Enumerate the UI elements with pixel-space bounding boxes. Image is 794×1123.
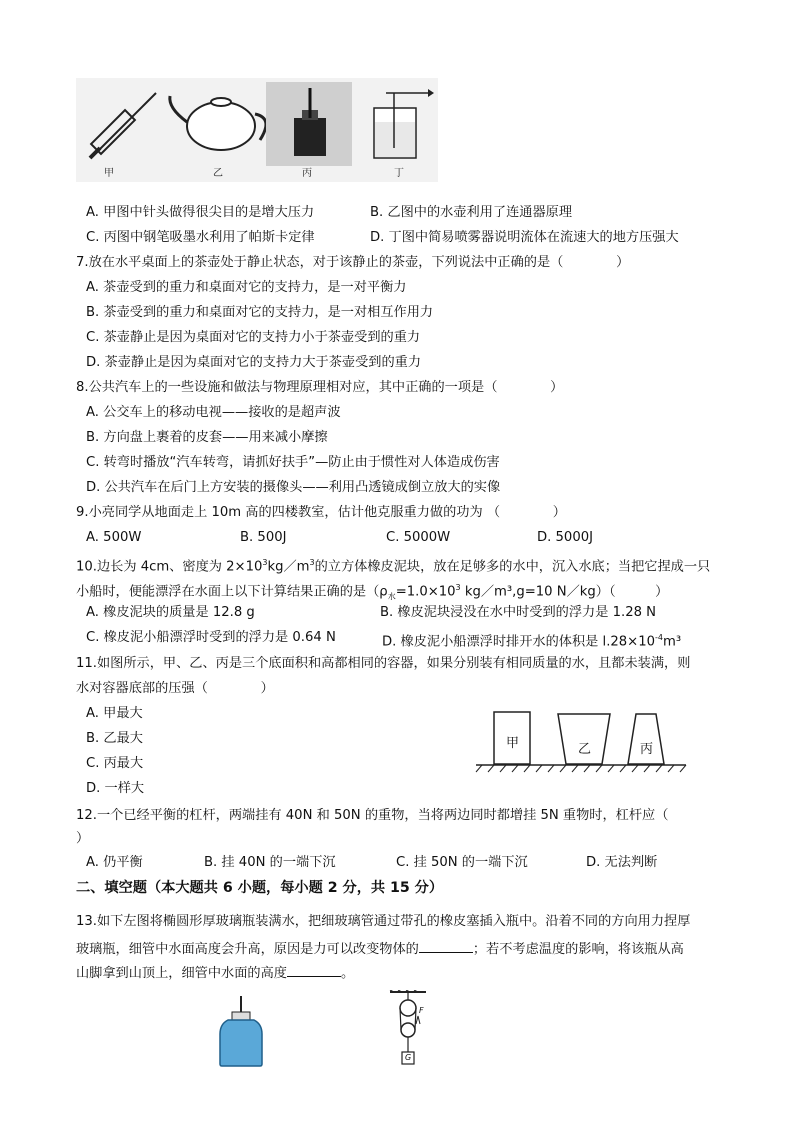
- containers-figure: [474, 708, 688, 778]
- q13-line1: 13.如下左图将椭圆形厚玻璃瓶装满水，把细玻璃管通过带孔的橡皮塞插入瓶中。沿着不同的方向用力捏厚: [76, 914, 691, 929]
- container-label-yi: 乙: [578, 742, 592, 757]
- q8-option-a: A. 公交车上的移动电视——接收的是超声波: [86, 405, 341, 420]
- q6-option-a: A. 甲图中针头做得很尖目的是增大压力: [86, 205, 315, 220]
- q13-blank-1[interactable]: [419, 938, 473, 953]
- syringe-figure: [90, 93, 156, 158]
- q12-option-b: B. 挂 40N 的一端下沉: [204, 855, 336, 870]
- pulley-label-g: G: [405, 1053, 412, 1062]
- q6-option-d: D. 丁图中简易喷雾器说明流体在流速大的地方压强大: [370, 230, 679, 245]
- figure-label-bing: 丙: [302, 168, 312, 179]
- experiment-figures: [76, 78, 438, 182]
- top-figure-strip: [76, 78, 438, 182]
- pulley-figure: [388, 990, 428, 1072]
- q11-line1: 11.如图所示，甲、乙、丙是三个底面积和高都相同的容器，如果分别装有相同质量的水，且都未装满，则: [76, 656, 691, 671]
- section-2-title: 二、填空题（本大题共 6 小题，每小题 2 分，共 15 分）: [76, 880, 444, 896]
- q6-option-c: C. 丙图中钢笔吸墨水利用了帕斯卡定律: [86, 230, 315, 245]
- q13-blank-2[interactable]: [287, 962, 341, 977]
- q9-option-c: C. 5000W: [386, 530, 451, 545]
- q10-option-b: B. 橡皮泥块浸没在水中时受到的浮力是 1.28 N: [380, 605, 657, 620]
- figure-label-jia: 甲: [104, 168, 114, 179]
- q7-stem: 7.放在水平桌面上的茶壶处于静止状态，对于该静止的茶壶，下列说法中正确的是（ ）: [76, 255, 630, 270]
- q9-option-d: D. 5000J: [537, 530, 593, 545]
- q13-line2: 玻璃瓶，细管中水面高度会升高，原因是力可以改变物体的 ；若不考虑温度的影响，将该瓶从高: [76, 938, 684, 960]
- q7-option-b: B. 茶壶受到的重力和桌面对它的支持力，是一对相互作用力: [86, 305, 434, 320]
- ink-bottle-figure: [266, 82, 352, 166]
- q10-option-d: D. 橡皮泥小船漂浮时排开水的体积是 $l.28\times 10^{-4}m^3$: [382, 633, 682, 650]
- q11-option-c: C. 丙最大: [86, 756, 144, 771]
- q8-option-c: C. 转弯时播放“汽车转弯，请抓好扶手”—防止由于惯性对人体造成伤害: [86, 455, 500, 470]
- q7-option-a: A. 茶壶受到的重力和桌面对它的支持力，是一对平衡力: [86, 280, 407, 295]
- q12-line1: 12.一个已经平衡的杠杆，两端挂有 40N 和 50N 的重物，当将两边同时都增挂 5N 重物时，杠杆应（: [76, 808, 669, 823]
- container-label-jia: 甲: [506, 736, 520, 751]
- q11-line2: 水对容器底部的压强（ ）: [76, 681, 274, 696]
- q13-line3: 山脚拿到山顶上，细管中水面的高度 。: [76, 962, 354, 984]
- q10-line2: 小船时，便能漂浮在水面上以下计算结果正确的是（$\rho_水=1.0\times 10^3$ kg／m³,g=10 N／kg）（ ）: [76, 583, 669, 602]
- q11-option-d: D. 一样大: [86, 781, 145, 796]
- sprayer-figure: [374, 89, 434, 158]
- q12-option-c: C. 挂 50N 的一端下沉: [396, 855, 528, 870]
- q12-line2: ）: [76, 831, 90, 846]
- q10-option-c: C. 橡皮泥小船漂浮时受到的浮力是 0.64 N: [86, 630, 336, 645]
- q6-option-b: B. 乙图中的水壶利用了连通器原理: [370, 205, 573, 220]
- q12-option-a: A. 仍平衡: [86, 855, 143, 870]
- water-bottle-figure: [216, 994, 266, 1068]
- figure-label-ding: 丁: [394, 168, 404, 179]
- teapot-figure: [170, 96, 266, 150]
- q11-option-b: B. 乙最大: [86, 731, 143, 746]
- container-label-bing: 丙: [640, 742, 654, 757]
- figure-label-yi: 乙: [213, 168, 223, 179]
- q11-option-a: A. 甲最大: [86, 706, 143, 721]
- q12-option-d: D. 无法判断: [586, 855, 658, 870]
- q10-line1: 10.边长为 4cm、密度为 $2\times 10^3kg/m^3$的立方体橡皮泥块，放在足够多的水中，沉入水底；当把它捏成一只: [76, 558, 711, 575]
- q8-stem: 8.公共汽车上的一些设施和做法与物理原理相对应，其中正确的一项是（ ）: [76, 380, 564, 395]
- pulley-label-f: F: [419, 1006, 424, 1015]
- q8-option-d: D. 公共汽车在后门上方安装的摄像头——利用凸透镜成倒立放大的实像: [86, 480, 501, 495]
- q7-option-d: D. 茶壶静止是因为桌面对它的支持力大于茶壶受到的重力: [86, 355, 422, 370]
- q9-stem: 9.小亮同学从地面走上 10m 高的四楼教室，估计他克服重力做的功为 （ ）: [76, 505, 566, 520]
- q9-option-b: B. 500J: [240, 530, 287, 545]
- q9-option-a: A. 500W: [86, 530, 142, 545]
- q8-option-b: B. 方向盘上裹着的皮套——用来减小摩擦: [86, 430, 328, 445]
- q10-option-a: A. 橡皮泥块的质量是 12.8 g: [86, 605, 255, 620]
- q7-option-c: C. 茶壶静止是因为桌面对它的支持力小于茶壶受到的重力: [86, 330, 421, 345]
